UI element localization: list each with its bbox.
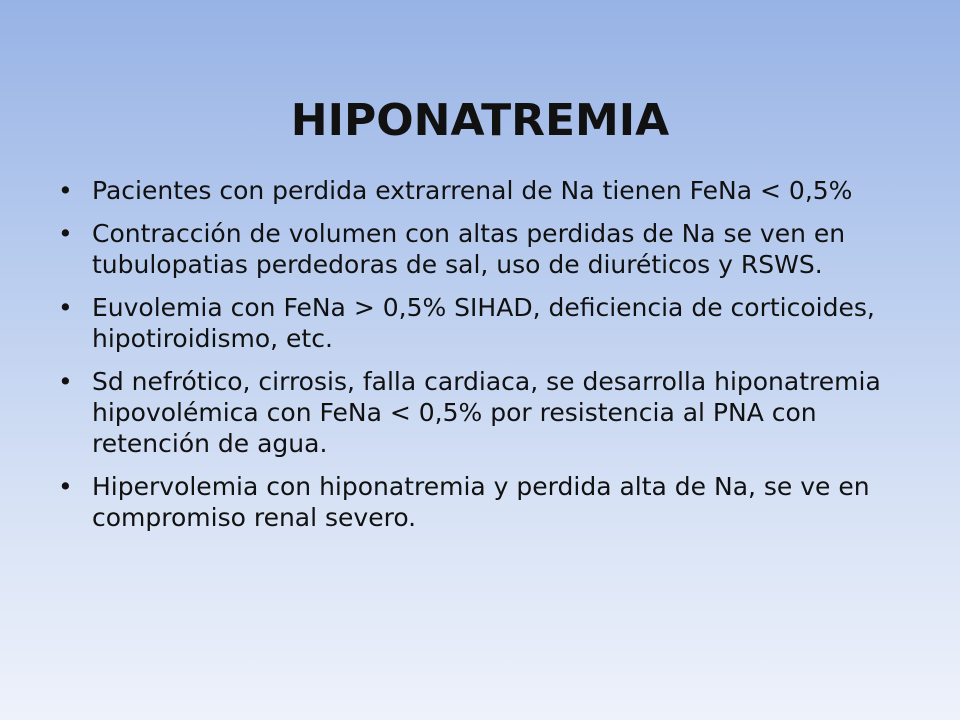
slide-title: HIPONATREMIA [290,95,670,147]
bullet-item [58,471,918,533]
bullet-text: Sd nefrótico, cirrosis, falla cardiaca, se desarrolla hiponatremia hipovolémica con FeNa < 0,5% por resistencia al PNA con retención de agua. [92,367,881,458]
bullet-point-icon: • [58,293,73,322]
bullet-item [58,292,918,354]
bullet-list [58,175,918,545]
bullet-text: Pacientes con perdida extrarrenal de Na tienen FeNa < 0,5% [92,176,853,205]
bullet-point-icon: • [58,219,73,248]
bullet-item [58,175,918,206]
bullet-text: Hipervolemia con hiponatremia y perdida alta de Na, se ve en compromiso renal severo. [92,472,870,532]
bullet-text: Contracción de volumen con altas perdidas de Na se ven en tubulopatias perdedoras de sal, uso de diuréticos y RSWS. [92,219,846,279]
bullet-point-icon: • [58,176,73,205]
bullet-item [58,366,918,459]
bullet-point-icon: • [58,472,73,501]
bullet-text: Euvolemia con FeNa > 0,5% SIHAD, deficiencia de corticoides, hipotiroidismo, etc. [92,293,875,353]
bullet-point-icon: • [58,367,73,396]
bullet-item [58,218,918,280]
